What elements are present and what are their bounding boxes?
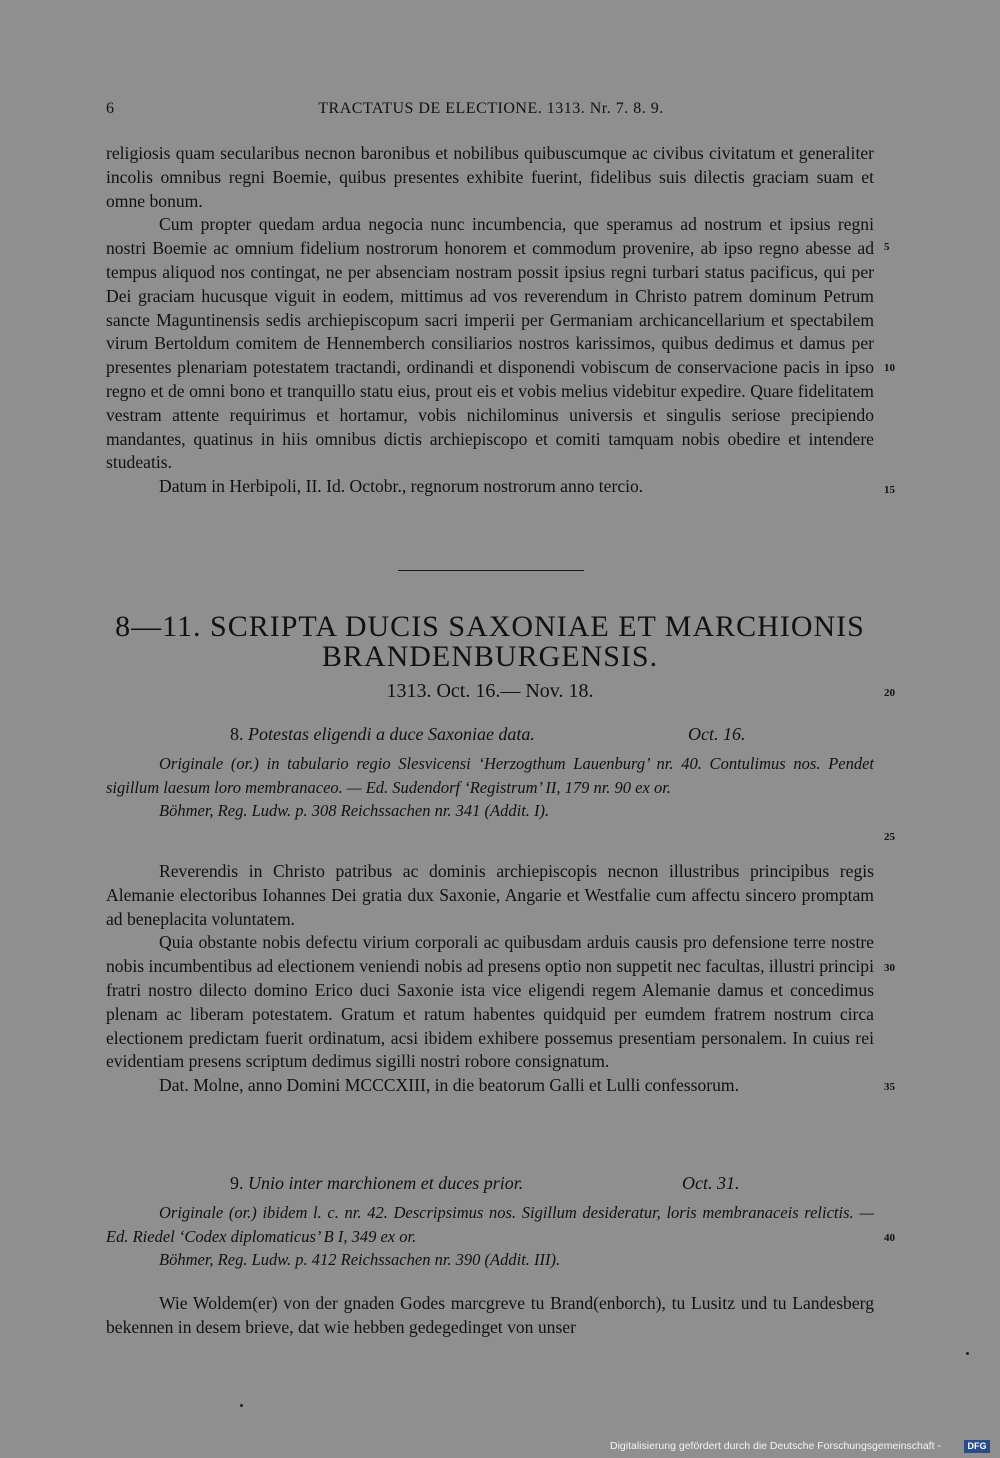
running-header	[106, 100, 876, 126]
doc8-date-text: Oct. 16.	[688, 724, 746, 744]
doc9-number: 9.	[230, 1173, 244, 1193]
doc9-date	[682, 1173, 740, 1194]
top-text-block	[106, 142, 874, 499]
doc9-source-boehmer: Böhmer, Reg. Ludw. p. 412 Reichssachen nr. 390 (Addit. III).	[159, 1250, 561, 1269]
doc8-title: Potestas eligendi a duce Saxoniae data.	[248, 724, 535, 744]
doc8-source-boehmer: Böhmer, Reg. Ludw. p. 308 Reichssachen nr. 341 (Addit. I).	[159, 801, 550, 820]
section-divider	[398, 570, 584, 571]
doc9-source-original: Originale (or.) ibidem l. c. nr. 42. Descripsimus nos. Sigillum desideratur, loris membranaceis relictis. — Ed. Riedel ‘Codex diplomaticus’ B I, 349 ex or.	[106, 1203, 874, 1246]
paragraph: Quia obstante nobis defectu virium corporali ac quibusdam arduis causis pro defensione terre nostre nobis incumbentibus ad electionem veniendi nobis ad presens optio non suppetit nec facultas, illustri principi fratri nostro dilecto domino Erico duci Saxonie ista vice eligendi regem Alemanie damus et concedimus plenam ac liberam potestatem. Gratum et ratum habentes quidquid per eumdem fratrem nostrum circa electionem predictam fuerit ordinatum, acsi ibidem exhibere possemus presentiam personalem. In cuius rei evidentiam presens scriptum dedimus sigilli nostri robore consignatum.	[106, 932, 874, 1072]
paragraph: Reverendis in Christo patribus ac dominis archiepiscopis necnon illustribus principibus regis Alemanie electoribus Iohannes Dei gratia dux Saxonie, Angarie et Westfalie cum affectu sincero promptam ad beneplacita voluntatem.	[106, 861, 874, 929]
paragraph: Cum propter quedam ardua negocia nunc incumbencia, que speramus ad nostrum et ipsius regni nostri Boemie ac omnium fidelium nostrorum honorem et commodum provenire, ab ipso regno abesse ad tempus aliquod nos contingat, ne per absenciam nostram possit ipsius regni turbari status pacificus, qui per Dei graciam hucusque viguit in eodem, mittimus ad vos reverendum in Christo patrem dominum Petrum sancte Maguntinensis sedis archiepiscopum sacri imperii per Germaniam archicancellarium et spectabilem virum Bertoldum comitem de Hennemberch consiliarios nostros karissimos, quibus dedimus et damus per presentes plenariam potestatem tractandi, ordinandi et disponendi vobiscum de conservacione pacis in ipso regno et de omni bono et tranquillo statu eius, prout eis et vobis melius videbitur expedire. Quare fidelitatem vestram attente requirimus et hortamur, vobis nichilominus universis et singulis seriose precipiendo mandantes, quatinus in hiis omnibus dictis archiepiscopo et comiti tamquam nobis obedire et intendere studeatis.	[106, 214, 874, 473]
doc8-date	[688, 724, 746, 745]
line-number: 30	[884, 962, 895, 974]
paragraph: Datum in Herbipoli, II. Id. Octobr., regnorum nostrorum anno tercio.	[159, 476, 644, 497]
line-number: 10	[884, 362, 895, 374]
doc8-source-original: Originale (or.) in tabulario regio Slesvicensi ‘Herzogthum Lauenburg’ nr. 40. Contulimus nos. Pendet sigillum laesum loro membranaceo. — Ed. Sudendorf ‘Registrum’ II, 179 nr. 90 ex or.	[106, 754, 874, 797]
doc9-sources	[106, 1201, 874, 1272]
line-number: 5	[884, 241, 890, 253]
line-number: 25	[884, 831, 895, 843]
doc9-body	[106, 1292, 874, 1340]
scan-speck	[966, 1352, 969, 1355]
line-number: 15	[884, 484, 895, 496]
scan-speck	[240, 1404, 243, 1407]
digitization-credit: Digitalisierung gefördert durch die Deutsche Forschungsgemeinschaft -	[610, 1440, 941, 1452]
doc9-date-text: Oct. 31.	[682, 1173, 740, 1193]
line-number: 35	[884, 1081, 895, 1093]
doc9-title: Unio inter marchionem et duces prior.	[248, 1173, 524, 1193]
dfg-logo: DFG	[964, 1440, 990, 1453]
paragraph: religiosis quam secularibus necnon baronibus et nobilibus quibuscumque ac civibus civitatum et generaliter incolis omnibus regni Boemie, quibus presentes exhibite fuerint, fidelibus suis dilectis graciam suam et omne bonum.	[106, 143, 874, 211]
doc8-sources	[106, 752, 874, 823]
doc9-heading	[230, 1173, 523, 1194]
paragraph: Dat. Molne, anno Domini MCCCXIII, in die beatorum Galli et Lulli confessorum.	[159, 1075, 740, 1096]
section-heading-line: BRANDENBURGENSIS.	[321, 640, 659, 673]
page-number: 6	[106, 100, 115, 117]
section-heading	[106, 612, 874, 672]
doc8-number: 8.	[230, 724, 244, 744]
line-number: 40	[884, 1232, 895, 1244]
doc8-heading	[230, 724, 535, 745]
paragraph: Wie Woldem(er) von der gnaden Godes marcgreve tu Brand(enborch), tu Lusitz und tu Landesberg bekennen in desem brieve, dat wie hebben gedegedinget von unser	[106, 1293, 874, 1337]
running-title: TRACTATUS DE ELECTIONE. 1313. Nr. 7. 8. 9.	[318, 100, 664, 117]
section-dates: 1313. Oct. 16.— Nov. 18.	[386, 680, 594, 702]
doc8-body	[106, 860, 874, 1098]
section-heading-line: 8—11. SCRIPTA DUCIS SAXONIAE ET MARCHIONIS	[115, 610, 865, 643]
line-number: 20	[884, 687, 895, 699]
